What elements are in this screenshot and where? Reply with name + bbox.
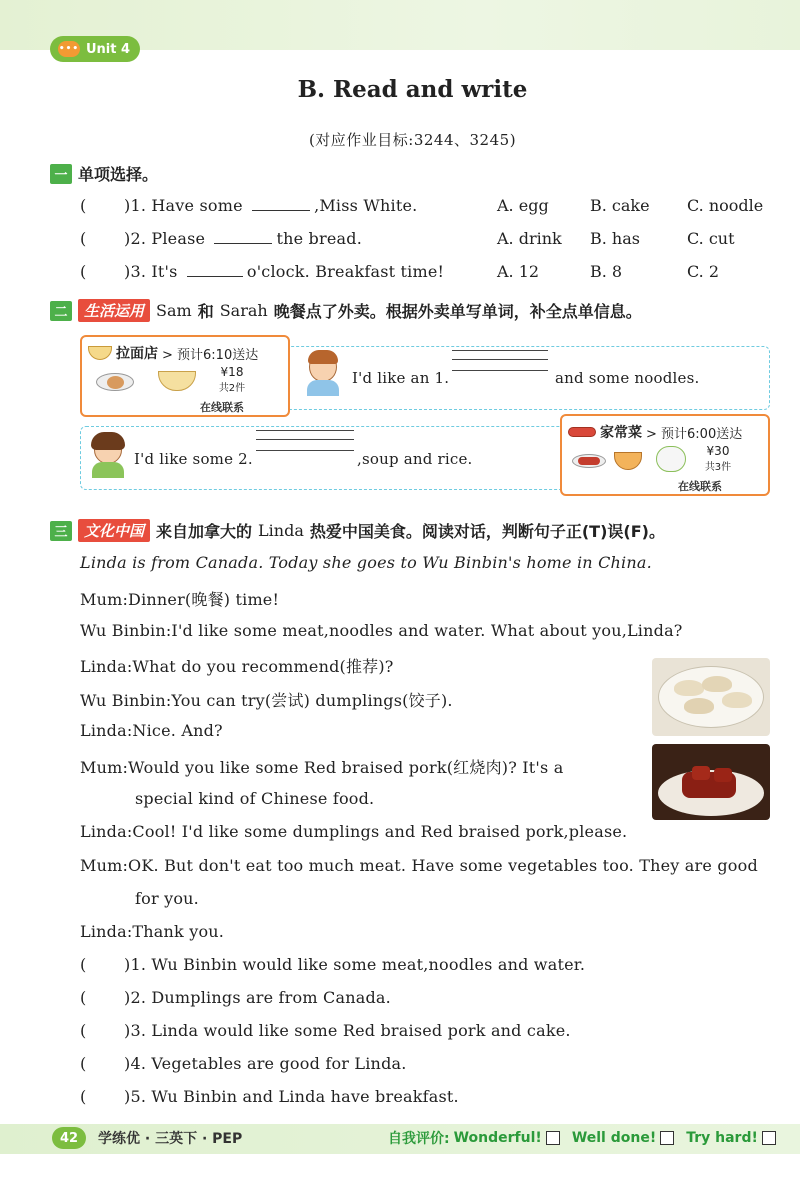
sentence-1: I'd like an 1. bbox=[352, 369, 450, 387]
section2-number: 二 bbox=[50, 301, 72, 321]
shop-name: 拉面店 bbox=[116, 346, 158, 362]
answer-paren[interactable] bbox=[80, 229, 124, 248]
dialog-line: for you. bbox=[135, 889, 199, 908]
sentence-2-end: ,soup and rice. bbox=[357, 450, 473, 468]
mcq-3-option-b[interactable]: B. 8 bbox=[590, 262, 623, 281]
egg-plate-icon bbox=[96, 373, 134, 391]
item-count: 共3件 bbox=[704, 462, 732, 473]
sam-avatar bbox=[305, 352, 341, 396]
contact-link[interactable]: 在线联系 bbox=[200, 401, 244, 414]
mcq-3-option-a[interactable]: A. 12 bbox=[497, 262, 540, 281]
order-card-home-dishes bbox=[560, 414, 770, 496]
answer-blank[interactable] bbox=[214, 230, 272, 244]
mcq-2-option-b[interactable]: B. has bbox=[590, 229, 640, 248]
eval-try-hard: Try hard! bbox=[686, 1130, 758, 1146]
eval-well-done: Well done! bbox=[571, 1130, 657, 1146]
self-evaluation bbox=[388, 1128, 776, 1148]
mcq-3-option-c[interactable]: C. 2 bbox=[687, 262, 720, 281]
page-number: 42 bbox=[52, 1127, 86, 1149]
eval-try-hard-checkbox[interactable] bbox=[762, 1131, 776, 1145]
answer-lines-1[interactable] bbox=[452, 350, 548, 379]
noodle-dish-icon bbox=[158, 371, 196, 391]
mcq-1-option-a[interactable]: A. egg bbox=[497, 196, 549, 215]
pork-dish-icon bbox=[568, 427, 596, 437]
mcq-3: ()3. It's o'clock. Breakfast time! bbox=[80, 262, 444, 281]
eval-well-done-checkbox[interactable] bbox=[660, 1131, 674, 1145]
dumplings-photo bbox=[652, 658, 770, 736]
mcq-1-option-c[interactable]: C. noodle bbox=[687, 196, 764, 215]
section1-number: 一 bbox=[50, 164, 72, 184]
dialog-line: Wu Binbin:You can try(尝试) dumplings(饺子). bbox=[80, 691, 453, 710]
sarah-avatar bbox=[90, 434, 126, 478]
judgment-1: ()1. Wu Binbin would like some meat,noodles and water. bbox=[80, 955, 585, 974]
answer-paren[interactable] bbox=[80, 1087, 124, 1106]
mcq-1: ()1. Have some ,Miss White. bbox=[80, 196, 417, 215]
noodle-bowl-icon bbox=[88, 346, 112, 360]
dialog-line: Mum:Dinner(晚餐) time! bbox=[80, 590, 280, 609]
answer-paren[interactable] bbox=[80, 196, 124, 215]
judgment-2: ()2. Dumplings are from Canada. bbox=[80, 988, 391, 1007]
answer-paren[interactable] bbox=[80, 988, 124, 1007]
section2-heading: 二 生活运用 Sam 和 Sarah 晚餐点了外卖。根据外卖单写单词，补全点单信息。 bbox=[50, 299, 642, 322]
judgment-4: ()4. Vegetables are good for Linda. bbox=[80, 1054, 407, 1073]
judgment-5: ()5. Wu Binbin and Linda have breakfast. bbox=[80, 1087, 459, 1106]
page-title: B. Read and write bbox=[297, 76, 528, 103]
eval-wonderful: Wonderful! bbox=[453, 1130, 542, 1146]
braised-pork-photo bbox=[652, 744, 770, 820]
soup-bowl-icon bbox=[614, 452, 642, 470]
delivery-eta: > 预计6:10送达 bbox=[162, 347, 259, 363]
section1-title: 单项选择。 bbox=[78, 165, 159, 184]
story-intro: Linda is from Canada. Today she goes to Wu Binbin's home in China. bbox=[80, 553, 652, 572]
contact-link[interactable]: 在线联系 bbox=[678, 480, 722, 493]
judgment-3: ()3. Linda would like some Red braised pork and cake. bbox=[80, 1021, 571, 1040]
page-subtitle: (对应作业目标:3244、3245) bbox=[308, 131, 517, 149]
section3-heading: 三 文化中国 来自加拿大的 Linda 热爱中国美食。阅读对话，判断句子正(T)误(F)。 bbox=[50, 519, 665, 542]
section1-heading bbox=[50, 162, 158, 185]
self-eval-label: 自我评价: bbox=[388, 1131, 450, 1147]
answer-blank[interactable] bbox=[187, 263, 243, 277]
answer-paren[interactable] bbox=[80, 262, 124, 281]
rice-bowl-icon bbox=[656, 446, 686, 472]
unit-label: Unit 4 bbox=[86, 41, 131, 57]
answer-lines-2[interactable] bbox=[256, 430, 354, 459]
section3-number: 三 bbox=[50, 521, 72, 541]
dialog-line: Mum:OK. But don't eat too much meat. Have some vegetables too. They are good bbox=[80, 856, 758, 875]
dialog-line: Linda:What do you recommend(推荐)? bbox=[80, 657, 394, 676]
speech-bubble-icon: ••• bbox=[58, 41, 80, 57]
dialog-line: Linda:Nice. And? bbox=[80, 721, 223, 740]
shop-name: 家常菜 bbox=[600, 425, 642, 441]
answer-blank[interactable] bbox=[252, 197, 310, 211]
section2-tag: 生活运用 bbox=[78, 299, 150, 322]
dialog-line: Wu Binbin:I'd like some meat,noodles and water. What about you,Linda? bbox=[80, 621, 683, 640]
answer-paren[interactable] bbox=[80, 1021, 124, 1040]
dialog-line: special kind of Chinese food. bbox=[135, 789, 375, 808]
answer-paren[interactable] bbox=[80, 955, 124, 974]
meat-plate-icon bbox=[572, 454, 606, 468]
mcq-2-option-a[interactable]: A. drink bbox=[497, 229, 562, 248]
order-price: ¥30 bbox=[706, 444, 730, 458]
answer-paren[interactable] bbox=[80, 1054, 124, 1073]
eval-wonderful-checkbox[interactable] bbox=[546, 1131, 560, 1145]
sentence-1-end: and some noodles. bbox=[555, 369, 700, 387]
book-title: 学练优 · 三英下 · PEP bbox=[98, 1131, 243, 1147]
item-count: 共2件 bbox=[218, 383, 246, 394]
order-card-noodle-shop bbox=[80, 335, 290, 417]
sentence-2: I'd like some 2. bbox=[134, 450, 253, 468]
delivery-eta: > 预计6:00送达 bbox=[646, 426, 743, 442]
mcq-2-option-c[interactable]: C. cut bbox=[687, 229, 735, 248]
section3-tag: 文化中国 bbox=[78, 519, 150, 542]
dialog-line: Linda:Cool! I'd like some dumplings and Red braised pork,please. bbox=[80, 822, 628, 841]
dialog-line: Linda:Thank you. bbox=[80, 922, 225, 941]
mcq-1-option-b[interactable]: B. cake bbox=[590, 196, 650, 215]
mcq-2: ()2. Please the bread. bbox=[80, 229, 362, 248]
order-price: ¥18 bbox=[220, 365, 244, 379]
unit-badge bbox=[50, 36, 140, 62]
dialog-line: Mum:Would you like some Red braised pork(红烧肉)? It's a bbox=[80, 758, 564, 777]
